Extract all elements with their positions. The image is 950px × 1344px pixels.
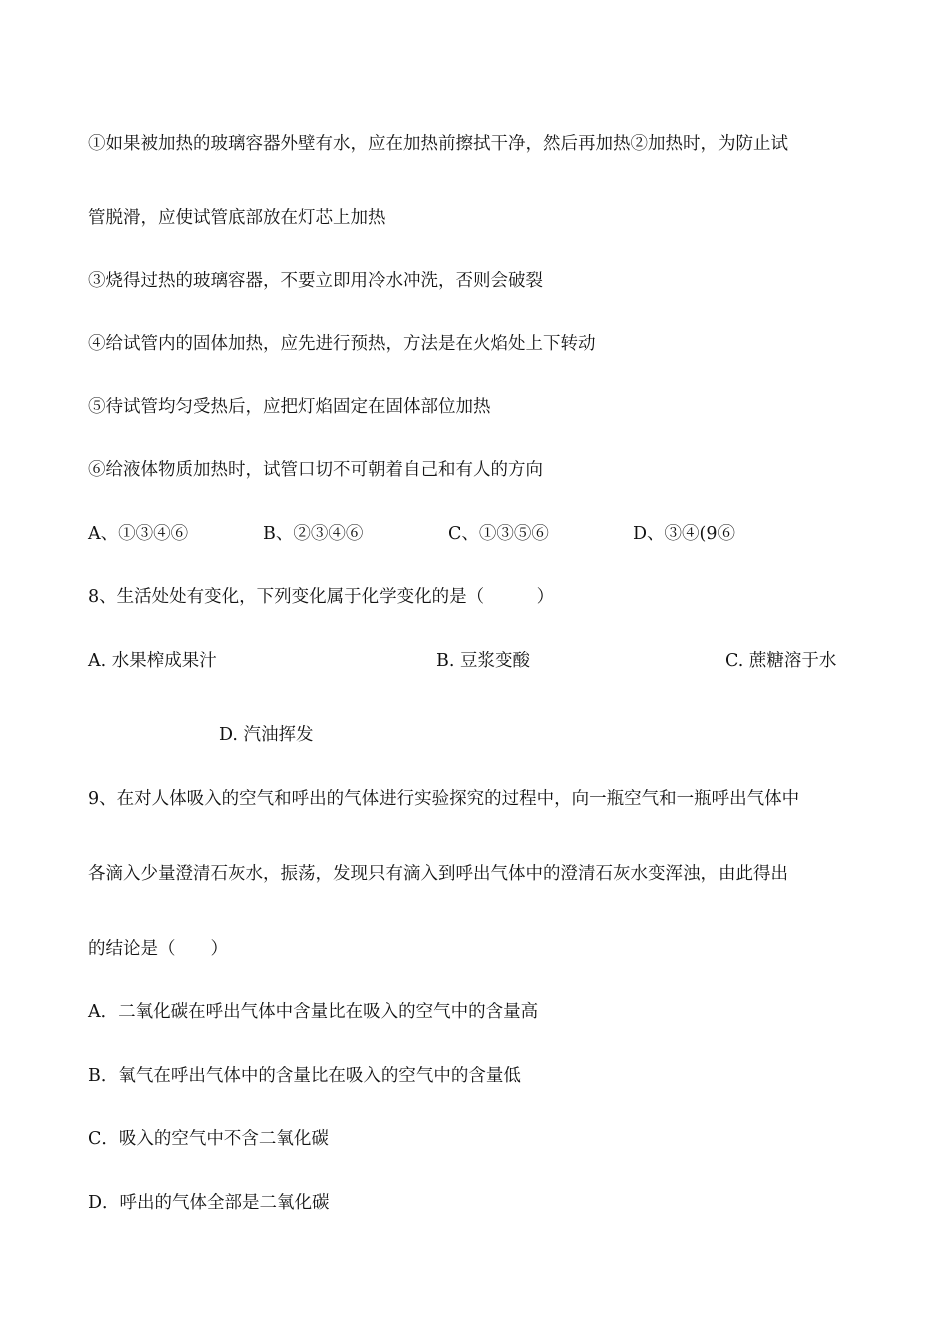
- q7-item1-line2: 管脱滑，应使试管底部放在灯芯上加热: [88, 208, 386, 228]
- q7-item1-line1: ①如果被加热的玻璃容器外壁有水，应在加热前擦拭干净，然后再加热②加热时，为防止试: [88, 134, 788, 154]
- q9-stem-line1: 9、在对人体吸入的空气和呼出的气体进行实验探究的过程中，向一瓶空气和一瓶呼出气体中: [88, 789, 800, 809]
- q7-item3: ③烧得过热的玻璃容器，不要立即用冷水冲洗，否则会破裂: [88, 271, 543, 291]
- q7-item5: ⑤待试管均匀受热后，应把灯焰固定在固体部位加热: [88, 397, 491, 417]
- q7-item4: ④给试管内的固体加热，应先进行预热，方法是在火焰处上下转动: [88, 334, 596, 354]
- q9-option-a: A．二氧化碳在呼出气体中含量比在吸入的空气中的含量高: [88, 1002, 539, 1022]
- q8-option-c: C. 蔗糖溶于水: [725, 651, 837, 671]
- q9-stem-line3: 的结论是（ ）: [88, 939, 228, 959]
- q7-option-d: D、③④(9⑥: [633, 524, 735, 544]
- q8-stem: 8、生活处处有变化，下列变化属于化学变化的是（ ）: [88, 587, 555, 607]
- q8-option-d: D. 汽油挥发: [219, 725, 314, 745]
- q7-option-a: A、①③④⑥: [88, 524, 189, 544]
- q8-option-b: B. 豆浆变酸: [436, 651, 530, 671]
- q9-option-b: B．氧气在呼出气体中的含量比在吸入的空气中的含量低: [88, 1066, 521, 1086]
- q9-stem-line2: 各滴入少量澄清石灰水，振荡，发现只有滴入到呼出气体中的澄清石灰水变浑浊，由此得出: [88, 864, 788, 884]
- q7-item6: ⑥给液体物质加热时，试管口切不可朝着自己和有人的方向: [88, 460, 543, 480]
- q7-option-b: B、②③④⑥: [263, 524, 364, 544]
- q9-option-c: C．吸入的空气中不含二氧化碳: [88, 1129, 329, 1149]
- q7-option-c: C、①③⑤⑥: [448, 524, 549, 544]
- q8-option-a: A. 水果榨成果汁: [88, 651, 217, 671]
- q9-option-d: D．呼出的气体全部是二氧化碳: [88, 1193, 330, 1213]
